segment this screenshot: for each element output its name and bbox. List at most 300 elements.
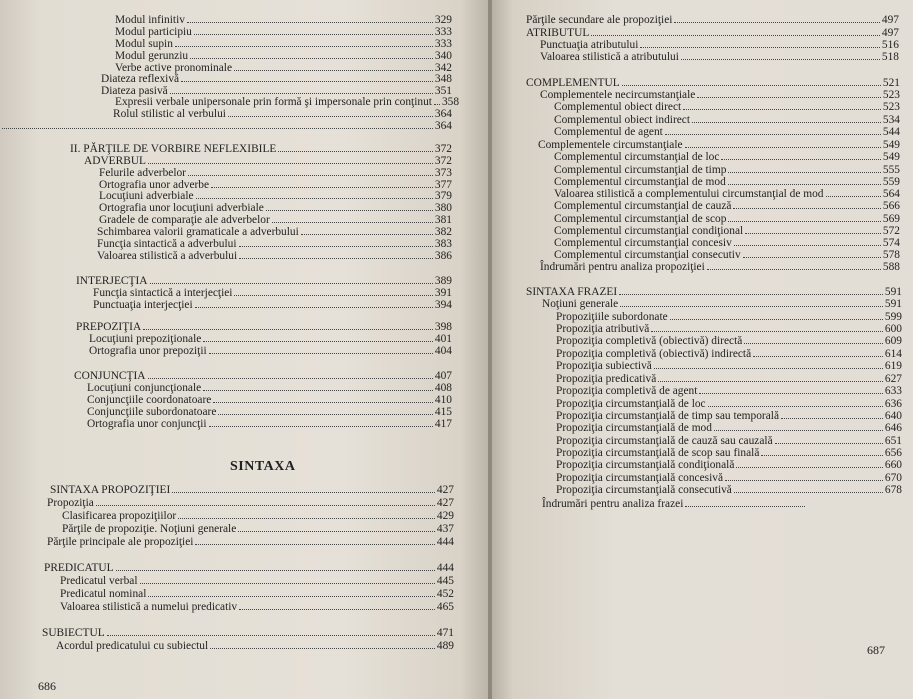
dot-leader	[699, 393, 883, 394]
toc-entry-page: 549	[882, 151, 900, 163]
toc-entry-title: Verbe active pronominale	[115, 62, 233, 74]
toc-entry-title: INTERJECŢIA	[76, 275, 148, 287]
dot-leader	[175, 46, 433, 47]
toc-entry-title: Complementul circumstanţial condiţional	[554, 225, 744, 237]
dot-leader	[218, 414, 433, 415]
toc-entry	[554, 213, 900, 225]
toc-entry-title: Conjuncţiile coordonatoare	[87, 394, 212, 406]
dot-leader	[665, 134, 881, 135]
dot-leader	[239, 246, 433, 247]
toc-entry-page: 600	[884, 323, 902, 335]
toc-entry-title: Părţile principale ale propoziţiei	[47, 536, 194, 548]
dot-leader	[228, 116, 433, 117]
dot-leader	[213, 402, 433, 403]
toc-entry	[93, 299, 452, 311]
toc-entry-page: 523	[882, 101, 900, 113]
toc-entry-page: 599	[884, 311, 902, 323]
toc-entry	[526, 286, 902, 298]
toc-entry-page: 465	[436, 601, 454, 613]
dot-leader	[178, 518, 435, 519]
dot-leader	[140, 583, 435, 584]
toc-entry	[556, 410, 902, 422]
toc-entry-title: Locuţiuni adverbiale	[99, 190, 194, 202]
toc-entry-title: Complementele circumstanţiale	[538, 139, 683, 151]
toc-entry-title: Noţiuni generale	[542, 298, 619, 310]
toc-entry-title: Schimbarea valorii gramaticale a adverbului	[97, 226, 299, 238]
toc-entry-page: 382	[434, 226, 452, 238]
toc-entry	[556, 360, 902, 372]
dot-leader	[697, 97, 881, 98]
toc-entry	[542, 298, 902, 310]
toc-entry	[556, 459, 902, 471]
dot-leader	[708, 406, 883, 407]
dot-leader	[721, 159, 880, 160]
dot-leader	[203, 390, 433, 391]
dot-leader	[728, 172, 881, 173]
toc-entry-page: 534	[882, 114, 900, 126]
toc-entry	[540, 39, 899, 51]
toc-entry-title: Clasificarea propoziţiilor	[62, 510, 177, 522]
toc-entry	[554, 176, 900, 188]
toc-entry-page: 646	[884, 422, 902, 434]
toc-entry	[62, 510, 454, 522]
dot-leader	[278, 151, 433, 152]
dot-leader	[622, 85, 881, 86]
toc-entry	[556, 435, 902, 447]
dot-leader	[619, 294, 883, 295]
dot-leader	[743, 257, 881, 258]
toc-entry-page: 569	[882, 213, 900, 225]
toc-entry-title: Propoziţia atributivă	[556, 323, 650, 335]
toc-entry-page: 429	[436, 510, 454, 522]
toc-entry-title: SINTAXA FRAZEI	[526, 286, 618, 298]
toc-entry	[554, 249, 900, 261]
dot-leader	[714, 430, 883, 431]
toc-entry-page: 389	[434, 275, 452, 287]
toc-entry	[93, 287, 452, 299]
toc-entry-page: 444	[436, 536, 454, 548]
toc-entry-page: 497	[881, 27, 899, 39]
toc-entry-title: Complementul circumstanţial de mod	[554, 176, 726, 188]
toc-entry	[115, 26, 452, 38]
dot-leader	[301, 234, 433, 235]
dot-leader	[148, 596, 435, 597]
toc-entry	[99, 167, 452, 179]
toc-entry	[50, 484, 454, 496]
dot-leader	[744, 343, 883, 344]
dot-leader	[266, 210, 433, 211]
toc-entry	[554, 237, 900, 249]
toc-entry-page: 516	[881, 39, 899, 51]
dot-leader	[674, 22, 879, 23]
toc-entry	[87, 394, 452, 406]
dot-leader	[170, 93, 433, 94]
toc-entry-title: SUBIECTUL	[42, 627, 105, 639]
toc-entry-title: Modul participiu	[115, 26, 192, 38]
toc-entry	[70, 143, 452, 155]
toc-entry-page: 633	[884, 385, 902, 397]
toc-entry-page: 351	[434, 85, 452, 97]
toc-entry	[115, 38, 452, 50]
toc-entry	[556, 398, 902, 410]
toc-entry-title: Propoziţia circumstanţială de loc	[556, 398, 706, 410]
dot-leader	[734, 492, 883, 493]
toc-entry-page: 640	[884, 410, 902, 422]
toc-entry-page: 591	[884, 286, 902, 298]
toc-entry-title: CONJUNCŢIA	[74, 370, 146, 382]
dot-leader	[651, 331, 883, 332]
toc-entry	[554, 225, 900, 237]
dot-leader	[195, 307, 433, 308]
toc-entry-title: ATRIBUTUL	[526, 27, 590, 39]
toc-entry-title: Valoarea stilistică a atributului	[540, 51, 679, 63]
toc-entry-title: PREDICATUL	[44, 562, 114, 574]
toc-entry	[87, 418, 452, 430]
toc-entry	[97, 250, 452, 262]
toc-entry-title: Diateza pasivă	[101, 85, 168, 97]
toc-entry	[89, 345, 452, 357]
toc-entry-page: 609	[884, 335, 902, 347]
toc-entry-page: 407	[434, 370, 452, 382]
toc-entry-title: Propoziţiile subordonate	[556, 311, 668, 323]
toc-entry-title: Rolul stilistic al verbului	[113, 108, 226, 120]
toc-entry	[556, 323, 902, 335]
dot-leader	[272, 222, 433, 223]
toc-entry-title: Locuţiuni conjuncţionale	[87, 382, 202, 394]
toc-entry	[47, 497, 454, 509]
page-number: 686	[38, 679, 56, 693]
toc-entry	[556, 348, 902, 360]
dot-leader	[116, 570, 435, 571]
toc-entry	[554, 126, 900, 138]
toc-entry-page: 408	[434, 382, 452, 394]
dot-leader	[725, 480, 883, 481]
toc-entry-title: Propoziţia circumstanţială concesivă	[556, 472, 723, 484]
toc-entry	[76, 275, 452, 287]
toc-entry	[540, 89, 900, 101]
toc-entry-title: Propoziţia completivă de agent	[556, 385, 698, 397]
toc-entry-page: 379	[434, 190, 452, 202]
right-page	[492, 0, 913, 699]
dot-leader	[211, 187, 433, 188]
dot-leader	[209, 353, 433, 354]
dot-leader	[143, 329, 433, 330]
dot-leader	[753, 356, 883, 357]
toc-entry	[97, 238, 452, 250]
toc-entry-title: Complementul de agent	[554, 126, 663, 138]
toc-entry-title: Complementul circumstanţial de loc	[554, 151, 720, 163]
toc-entry-page: 544	[882, 126, 900, 138]
toc-entry-title: Ortografia unor conjuncţii	[87, 418, 207, 430]
toc-entry-title: Punctuaţia interjecţiei	[93, 299, 193, 311]
toc-entry-title: Ortografia unor locuţiuni adverbiale	[99, 202, 264, 214]
toc-entry-title: Părţile de propoziţie. Noţiuni generale	[62, 523, 237, 535]
toc-entry	[554, 200, 900, 212]
toc-entry	[115, 14, 452, 26]
toc-entry	[526, 14, 899, 26]
toc-entry-title: Diateza reflexivă	[101, 73, 180, 85]
toc-entry-page: 578	[882, 249, 900, 261]
toc-entry	[60, 575, 454, 587]
toc-entry	[115, 96, 460, 108]
dot-leader	[239, 258, 433, 259]
toc-entry	[60, 588, 454, 600]
toc-entry-page: 497	[881, 14, 899, 26]
toc-entry	[526, 27, 899, 39]
toc-entry-page: 489	[436, 640, 454, 652]
toc-entry	[42, 627, 454, 639]
toc-entry-page: 404	[434, 345, 452, 357]
toc-entry	[556, 484, 902, 496]
dot-leader	[96, 505, 435, 506]
dot-leader	[172, 492, 435, 493]
toc-entry-title: Modul supin	[115, 38, 173, 50]
toc-entry	[554, 188, 900, 200]
toc-entry-title: Complementele necircumstanţiale	[540, 89, 696, 101]
dot-leader	[203, 341, 433, 342]
dot-leader	[239, 609, 435, 610]
dot-leader	[2, 128, 433, 129]
dot-leader	[658, 381, 883, 382]
toc-entry-title: Propoziţia circumstanţială de scop sau finală	[556, 447, 760, 459]
dot-leader	[591, 35, 880, 36]
toc-entry	[87, 406, 452, 418]
toc-entry-page: 377	[434, 179, 452, 191]
toc-entry	[556, 373, 902, 385]
toc-entry-title: Valoarea stilistică a complementului circumstanţial de mod	[554, 188, 824, 200]
toc-entry-title: Valoarea stilistică a numelui predicativ	[60, 601, 238, 613]
page-number: 687	[867, 643, 885, 657]
dot-leader	[692, 122, 881, 123]
toc-entry-title: Îndrumări pentru analiza propoziţiei	[540, 261, 705, 273]
toc-entry	[556, 335, 902, 347]
dot-leader	[775, 443, 883, 444]
toc-entry-page: 619	[884, 360, 902, 372]
toc-entry-page: 656	[884, 447, 902, 459]
toc-entry-page: 678	[884, 484, 902, 496]
toc-entry	[556, 472, 902, 484]
toc-entry-page: 364	[434, 108, 452, 120]
toc-entry-page: 660	[884, 459, 902, 471]
toc-entry-title: Acordul predicatului cu subiectul	[56, 640, 209, 652]
toc-entry-title: Propoziţia predicativă	[556, 373, 657, 385]
toc-entry-title: Propoziţia circumstanţială de timp sau temporală	[556, 410, 779, 422]
toc-entry	[62, 523, 454, 535]
toc-entry-title: Gradele de comparaţie ale adverbelor	[99, 214, 270, 226]
toc-entry	[44, 562, 454, 574]
dot-leader	[234, 295, 432, 296]
toc-entry-title: Modul gerunziu	[115, 50, 189, 62]
dot-leader	[685, 147, 881, 148]
toc-entry	[115, 50, 452, 62]
toc-entry-title: Predicatul verbal	[60, 575, 138, 587]
toc-entry-page: 588	[882, 261, 900, 273]
toc-entry-page: 398	[434, 321, 452, 333]
toc-entry	[0, 120, 452, 132]
toc-entry-page: 383	[434, 238, 452, 250]
toc-entry-page: 670	[884, 472, 902, 484]
toc-entry	[74, 370, 452, 382]
toc-entry-page: 427	[436, 484, 454, 496]
toc-entry-title: Funcţia sintactică a interjecţiei	[93, 287, 233, 299]
toc-entry-page: 381	[434, 214, 452, 226]
toc-entry-page: 394	[434, 299, 452, 311]
toc-entry-title: COMPLEMENTUL	[526, 77, 620, 89]
toc-entry-page: 452	[436, 588, 454, 600]
toc-entry	[76, 321, 452, 333]
toc-entry-page: 372	[434, 143, 452, 155]
toc-entry	[97, 226, 452, 238]
dot-leader	[707, 269, 881, 270]
dot-leader	[148, 163, 433, 164]
toc-entry	[99, 190, 452, 202]
toc-entry	[113, 108, 452, 120]
dot-leader	[670, 319, 883, 320]
toc-entry-title: Propoziţia completivă (obiectivă) directă	[556, 335, 743, 347]
dot-leader	[148, 378, 433, 379]
dot-leader	[733, 208, 880, 209]
toc-entry-page: 574	[882, 237, 900, 249]
toc-entry	[556, 447, 902, 459]
dot-leader	[745, 233, 881, 234]
dot-leader	[781, 418, 883, 419]
toc-entry-page: 410	[434, 394, 452, 406]
toc-entry-page: 342	[434, 62, 452, 74]
toc-entry	[99, 214, 452, 226]
dot-leader	[654, 368, 883, 369]
dot-leader	[685, 506, 805, 507]
toc-entry-title: Părţile secundare ale propoziţiei	[526, 14, 673, 26]
dot-leader	[209, 426, 433, 427]
toc-entry	[84, 155, 452, 167]
dot-leader	[188, 175, 433, 176]
toc-entry-title: Complementul circumstanţial concesiv	[554, 237, 732, 249]
toc-entry	[542, 498, 764, 510]
dot-leader	[681, 59, 880, 60]
toc-entry-page: 401	[434, 333, 452, 345]
toc-entry-page: 417	[434, 418, 452, 430]
toc-entry-page: 627	[884, 373, 902, 385]
toc-entry-title: Complementul circumstanţial consecutiv	[554, 249, 741, 261]
toc-entry-title: Propoziţia completivă (obiectivă) indirectă	[556, 348, 752, 360]
toc-entry-title: Ortografia unor prepoziţii	[89, 345, 207, 357]
toc-entry-page: 523	[882, 89, 900, 101]
toc-entry-page: 591	[884, 298, 902, 310]
toc-entry-page: 391	[434, 287, 452, 299]
toc-entry	[87, 382, 452, 394]
dot-leader	[150, 283, 433, 284]
toc-entry	[556, 422, 902, 434]
toc-entry-title: II. PĂRŢILE DE VORBIRE NEFLEXIBILE	[70, 143, 277, 155]
toc-entry	[101, 73, 452, 85]
toc-entry-title: Propoziţia circumstanţială condiţională	[556, 459, 735, 471]
toc-entry-title: Valoarea stilistică a adverbului	[97, 250, 238, 262]
toc-entry-title: Propoziţia circumstanţială consecutivă	[556, 484, 732, 496]
toc-entry-title: Ortografia unor adverbe	[99, 179, 210, 191]
toc-entry-page: 555	[882, 164, 900, 176]
toc-entry	[540, 51, 899, 63]
toc-entry-page: 614	[884, 348, 902, 360]
toc-entry-title: Conjuncţiile subordonatoare	[87, 406, 217, 418]
section-heading: SINTAXA	[230, 459, 296, 474]
toc-entry-title: Funcţia sintactică a adverbului	[97, 238, 237, 250]
toc-entry-title: PREPOZIŢIA	[76, 321, 142, 333]
dot-leader	[196, 198, 433, 199]
dot-leader	[190, 58, 433, 59]
toc-entry	[556, 311, 902, 323]
toc-entry-title: Locuţiuni prepoziţionale	[89, 333, 202, 345]
toc-entry-page: 651	[884, 435, 902, 447]
toc-entry	[89, 333, 452, 345]
toc-entry-page: 445	[436, 575, 454, 587]
toc-entry-page: 521	[882, 77, 900, 89]
toc-entry-page: 564	[882, 188, 900, 200]
toc-entry-page: 437	[436, 523, 454, 535]
toc-entry-title: Complementul circumstanţial de timp	[554, 164, 727, 176]
toc-entry-title: Modul infinitiv	[115, 14, 185, 26]
dot-leader	[761, 455, 883, 456]
toc-entry-page: 333	[434, 38, 452, 50]
toc-entry-page: 549	[882, 139, 900, 151]
toc-entry-title: Complementul obiect direct	[554, 101, 682, 113]
toc-entry	[554, 114, 900, 126]
toc-entry-page: 471	[436, 627, 454, 639]
toc-entry-page: 380	[434, 202, 452, 214]
dot-leader	[734, 245, 881, 246]
toc-entry-page: 444	[436, 562, 454, 574]
toc-entry-title: Complementul circumstanţial de scop	[554, 213, 727, 225]
toc-entry-title: Expresii verbale unipersonale prin formă şi impersonale prin conţinut	[115, 96, 432, 108]
dot-leader	[826, 196, 881, 197]
toc-entry-page: 364	[434, 120, 452, 132]
toc-entry-page: 333	[434, 26, 452, 38]
dot-leader	[238, 531, 435, 532]
dot-leader	[107, 635, 435, 636]
dot-leader	[181, 81, 433, 82]
toc-entry-title: Propoziţia subiectivă	[556, 360, 652, 372]
dot-leader	[434, 104, 440, 105]
dot-leader	[683, 109, 881, 110]
toc-entry-page: 372	[434, 155, 452, 167]
toc-entry-page: 386	[434, 250, 452, 262]
toc-entry-title: Felurile adverbelor	[99, 167, 186, 179]
toc-entry	[60, 601, 454, 613]
toc-entry	[540, 261, 900, 273]
toc-entry-page: 427	[436, 497, 454, 509]
dot-leader	[728, 184, 881, 185]
toc-entry-title: Complementul circumstanţial de cauză	[554, 200, 732, 212]
toc-entry	[556, 385, 902, 397]
toc-entry-page: 636	[884, 398, 902, 410]
toc-entry-title: Îndrumări pentru analiza frazei	[542, 498, 684, 510]
toc-entry	[47, 536, 454, 548]
toc-entry-page: 572	[882, 225, 900, 237]
dot-leader	[187, 22, 433, 23]
toc-entry-title: Predicatul nominal	[60, 588, 147, 600]
toc-entry	[56, 640, 454, 652]
toc-entry	[554, 101, 900, 113]
toc-entry-page: 340	[434, 50, 452, 62]
dot-leader	[210, 648, 435, 649]
toc-entry-page: 329	[434, 14, 452, 26]
toc-entry-page: 518	[881, 51, 899, 63]
dot-leader	[620, 306, 883, 307]
toc-entry-title: SINTAXA PROPOZIŢIEI	[50, 484, 171, 496]
toc-entry	[526, 77, 900, 89]
dot-leader	[728, 221, 881, 222]
toc-entry-title: ADVERBUL	[84, 155, 147, 167]
dot-leader	[195, 544, 434, 545]
